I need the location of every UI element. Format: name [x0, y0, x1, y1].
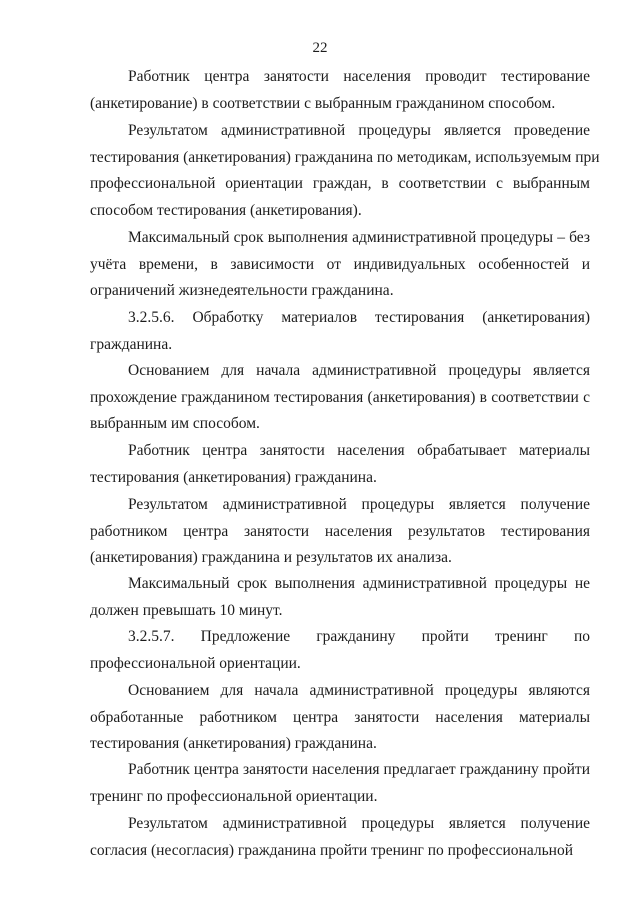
- text-line: прохождение гражданином тестирования (анкетирования) в соответствии с: [90, 388, 590, 406]
- paragraph: [90, 225, 590, 305]
- text-line: обработанные работником центра занятости населения материалы: [90, 708, 590, 726]
- text-line: тренинг по профессиональной ориентации.: [90, 787, 378, 805]
- text-line: способом тестирования (анкетирования).: [90, 201, 362, 219]
- paragraph: [90, 757, 590, 810]
- text-line: Основанием для начала административной процедуры являются: [128, 682, 590, 699]
- text-line: тестирования (анкетирования) гражданина.: [90, 468, 377, 486]
- text-line: Основанием для начала административной процедуры является: [128, 362, 590, 379]
- text-line: Результатом административной процедуры является получение: [128, 815, 590, 832]
- text-line: профессиональной ориентации граждан, в соответствии с выбранным: [90, 175, 590, 192]
- text-line: выбранным им способом.: [90, 415, 260, 432]
- text-line: 3.2.5.7. Предложение гражданину пройти тренинг по: [128, 628, 590, 645]
- text-line: (анкетирования) гражданина и результатов их анализа.: [90, 549, 452, 566]
- text-line: учёта времени, в зависимости от индивидуальных особенностей и: [90, 255, 590, 273]
- paragraph: [90, 492, 590, 572]
- text-line: должен превышать 10 минут.: [90, 601, 283, 619]
- text-line: тестирования (анкетирования) гражданина.: [90, 735, 377, 752]
- text-line: ограничений жизнедеятельности гражданина.: [90, 282, 394, 299]
- paragraph: [90, 118, 600, 224]
- page-number: 22: [312, 40, 328, 56]
- text-line: Максимальный срок выполнения административной процедуры не: [128, 575, 590, 592]
- text-line: согласия (несогласия) гражданина пройти тренинг по профессиональной: [90, 841, 573, 859]
- text-line: профессиональной ориентации.: [90, 654, 301, 672]
- text-line: гражданина.: [90, 335, 173, 353]
- text-line: Работник центра занятости населения обрабатывает материалы: [128, 442, 590, 459]
- paragraph: [90, 571, 590, 624]
- text-line: Результатом административной процедуры является получение: [128, 496, 590, 513]
- paragraph: [90, 305, 590, 358]
- text-line: (анкетирование) в соответствии с выбранным гражданином способом.: [90, 94, 556, 112]
- text-line: 3.2.5.6. Обработку материалов тестирования (анкетирования): [128, 309, 590, 326]
- text-line: работником центра занятости населения результатов тестирования: [90, 522, 590, 540]
- text-line: Работник центра занятости населения проводит тестирование: [128, 68, 590, 85]
- text-line: тестирования (анкетирования) гражданина по методикам, используемым при: [90, 148, 600, 166]
- paragraph: [90, 64, 590, 117]
- paragraph: [90, 624, 590, 677]
- text-line: Результатом административной процедуры является проведение: [128, 122, 590, 139]
- text-line: Работник центра занятости населения предлагает гражданину пройти: [128, 761, 590, 778]
- paragraph: [90, 358, 590, 438]
- paragraph: [90, 678, 590, 758]
- paragraph: [90, 811, 590, 864]
- text-line: Максимальный срок выполнения административной процедуры – без: [128, 229, 590, 246]
- paragraph: [90, 438, 590, 491]
